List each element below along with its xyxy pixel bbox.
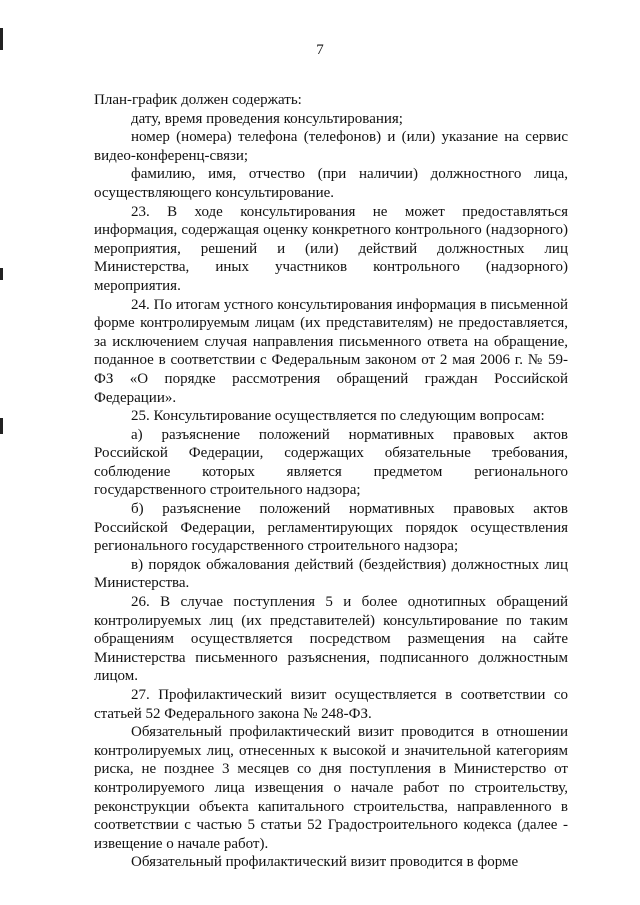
page-number: 7 [316,42,324,58]
paragraph: 24. По итогам устного консультирования информация в письменной форме контролируемым лицам (их представителям) не предоставляется, за исключением случая направления письменного ответа на обращение, поданное в соответствии с Федеральным законом от 2 мая 2006 г. № 59-ФЗ «О порядке рассмотрения обращений граждан Российской Федерации». [94,296,568,406]
paragraph: дату, время проведения консультирования; [131,110,403,127]
paragraph: б) разъяснение положений нормативных правовых актов Российской Федерации, регламентирующих порядок осуществления регионального государственного строительного надзора; [94,501,568,555]
document-body [94,91,568,872]
paragraph: 26. В случае поступления 5 и более однотипных обращений контролируемых лиц (их представителей) консультирование по таким обращениям осуществляется посредством размещения на сайте Министерства письменного разъяснения, подписанного должностным лицом. [94,594,568,685]
paragraph: в) порядок обжалования действий (бездействия) должностных лиц Министерства. [94,556,568,592]
paragraph: 23. В ходе консультирования не может предоставляться информация, содержащая оценку конкретного контрольного (надзорного) мероприятия, решений и (или) действий должностных лиц Министерства, иных участников контрольного (надзорного) мероприятия. [94,203,568,294]
paragraph: номер (номера) телефона (телефонов) и (или) указание на сервис видео-конференц-связи; [94,129,568,164]
paragraph: 27. Профилактический визит осуществляется в соответствии со статьей 52 Федерального закона № 248-ФЗ. [94,687,568,722]
scan-margin-mark [0,418,3,434]
paragraph: а) разъяснение положений нормативных правовых актов Российской Федерации, содержащих обязательные требования, соблюдение которых является предметом регионального государственного строительного надзора; [94,426,568,499]
paragraph: фамилию, имя, отчество (при наличии) должностного лица, осуществляющего консультирование. [94,166,568,201]
paragraph: Обязательный профилактический визит проводится в форме [131,854,519,871]
paragraph: План-график должен содержать: [94,92,302,108]
paragraph: 25. Консультирование осуществляется по следующим вопросам: [131,408,545,425]
scan-margin-mark [0,268,3,280]
paragraph: Обязательный профилактический визит проводится в отношении контролируемых лиц, отнесенных к высокой и значительной категориям риска, не позднее 3 месяцев со дня поступления в Министерство от контролируемого лица извещения о начале работ по строительству, реконструкции объекта капитального строительства, направленного в соответствии с частью 5 статьи 52 Градостроительного кодекса (далее - извещение о начале работ). [94,724,568,852]
